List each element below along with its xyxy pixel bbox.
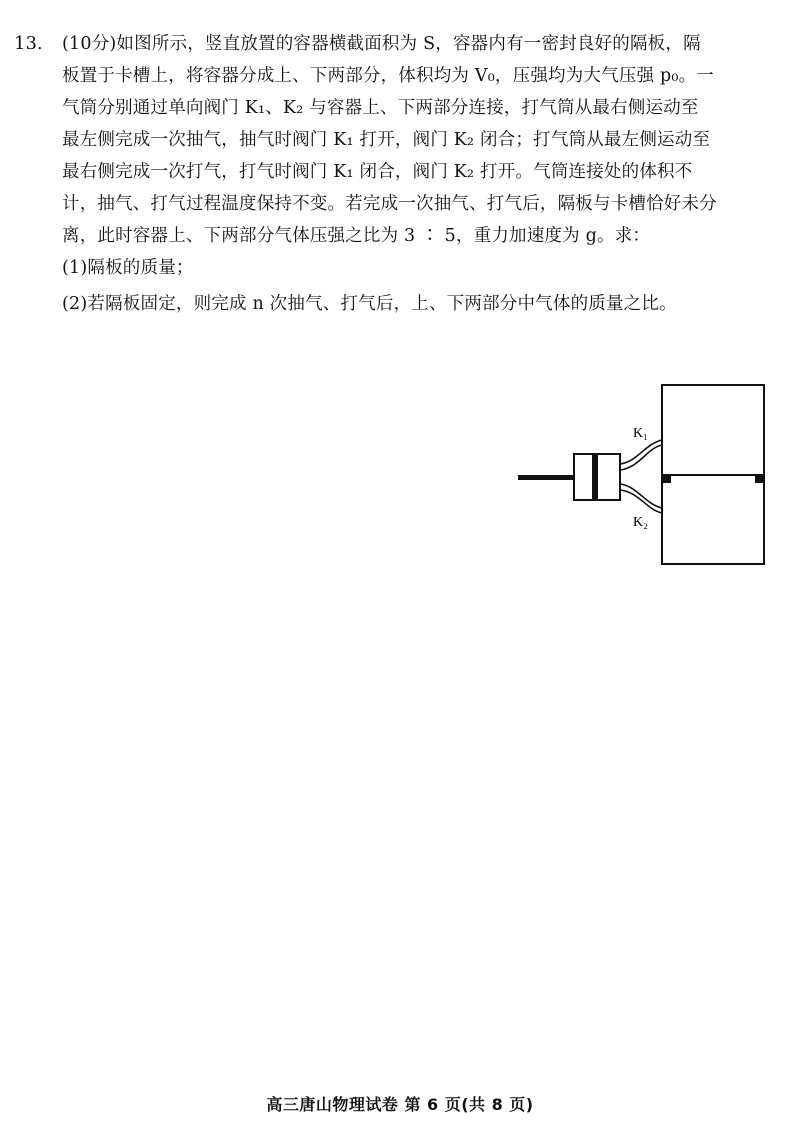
valve-k2-label: K₂ [633, 515, 648, 530]
piston-rod [518, 475, 574, 480]
sub-question-1: (1)隔板的质量； [62, 258, 194, 278]
question-line-1: (10分)如图所示，竖直放置的容器横截面积为 S，容器内有一密封良好的隔板，隔 [62, 34, 701, 54]
question-line-2: 板置于卡槽上，将容器分成上、下两部分，体积均为 V₀，压强均为大气压强 p₀。一 [62, 66, 714, 86]
question-number: 13. [14, 33, 43, 54]
tube-k1-inner [620, 445, 662, 470]
piston [592, 455, 598, 499]
question-line-7: 离，此时容器上、下两部分气体压强之比为 3 ∶ 5，重力加速度为 g。求： [62, 226, 651, 246]
question-line-6: 计，抽气、打气过程温度保持不变。若完成一次抽气、打气后，隔板与卡槽恰好未分 [62, 194, 717, 214]
tube-k2-inner [620, 490, 662, 513]
slot-left [663, 475, 671, 483]
valve-k1-label: K₁ [633, 426, 648, 441]
apparatus-diagram [515, 378, 775, 573]
slot-right [755, 475, 763, 483]
sub-question-2: (2)若隔板固定，则完成 n 次抽气、打气后，上、下两部分中气体的质量之比。 [62, 294, 677, 314]
question-line-5: 最右侧完成一次打气，打气时阀门 K₁ 闭合，阀门 K₂ 打开。气筒连接处的体积不 [62, 162, 693, 182]
tube-k1-outer [620, 440, 662, 464]
page-footer: 高三唐山物理试卷 第 6 页(共 8 页) [266, 1095, 534, 1114]
tube-k2-outer [620, 484, 662, 508]
apparatus-svg [515, 378, 775, 573]
question-line-3: 气筒分别通过单向阀门 K₁、K₂ 与容器上、下两部分连接，打气筒从最右侧运动至 [62, 98, 699, 118]
question-line-4: 最左侧完成一次抽气，抽气时阀门 K₁ 打开，阀门 K₂ 闭合；打气筒从最左侧运动至 [62, 130, 711, 150]
